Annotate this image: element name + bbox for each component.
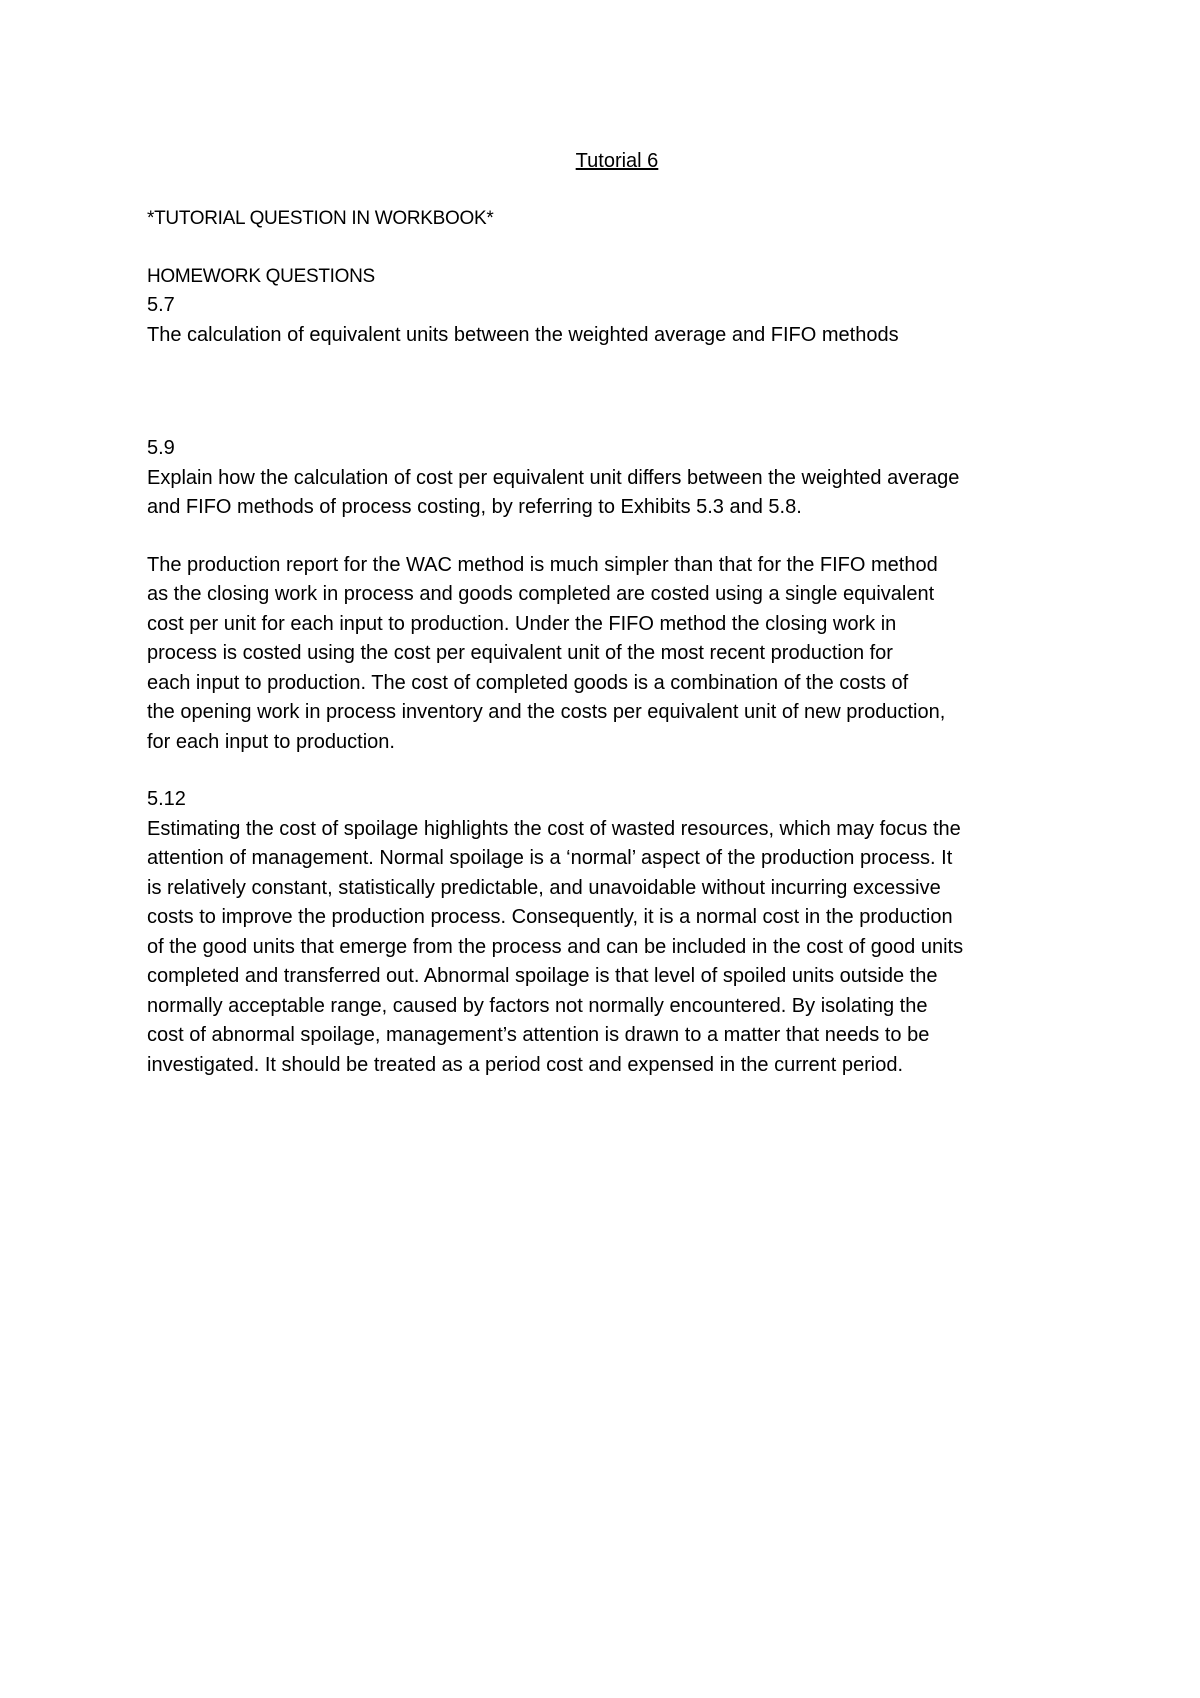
question-5-9-line: and FIFO methods of process costing, by referring to Exhibits 5.3 and 5.8. [147,496,802,518]
spacer [147,350,1067,434]
answer-5-9-line: process is costed using the cost per equivalent unit of the most recent production for [147,642,893,664]
answer-5-9-line: for each input to production. [147,730,395,753]
document-page [147,148,1067,1080]
question-number-5-9: 5.9 [147,437,175,459]
spacer [147,757,1067,785]
homework-heading: HOMEWORK QUESTIONS [147,265,375,287]
answer-5-12-line: Estimating the cost of spoilage highlights the cost of wasted resources, which may focus the [147,817,961,840]
question-5-7-text: The calculation of equivalent units between the weighted average and FIFO methods [147,323,899,346]
answer-5-12-line: normally acceptable range, caused by factors not normally encountered. By isolating the [147,994,928,1017]
answer-5-9-line: the opening work in process inventory and the costs per equivalent unit of new production, [147,701,946,723]
answer-5-12-line: completed and transferred out. Abnormal spoilage is that level of spoiled units outside the [147,965,938,987]
spacer [147,234,1067,262]
question-number-5-7: 5.7 [147,294,175,316]
question-5-9-line: Explain how the calculation of cost per equivalent unit differs between the weighted average [147,466,960,489]
document-title: Tutorial 6 [575,150,659,172]
answer-5-12-line: attention of management. Normal spoilage is a ‘normal’ aspect of the production process. It [147,847,953,869]
question-number-5-12: 5.12 [147,788,186,810]
answer-5-12-line: is relatively constant, statistically predictable, and unavoidable without incurring excessive [147,876,941,899]
answer-5-12-line: costs to improve the production process. Consequently, it is a normal cost in the production [147,906,953,928]
tutorial-note: *TUTORIAL QUESTION IN WORKBOOK* [147,208,494,229]
answer-5-9-line: each input to production. The cost of completed goods is a combination of the costs of [147,671,909,694]
answer-5-12-line: investigated. It should be treated as a period cost and expensed in the current period. [147,1053,904,1076]
answer-5-9-line: The production report for the WAC method is much simpler than that for the FIFO method [147,553,938,576]
answer-5-9-line: as the closing work in process and goods completed are costed using a single equivalent [147,583,935,605]
spacer [147,523,1067,551]
answer-5-12-line: cost of abnormal spoilage, management’s attention is drawn to a matter that needs to be [147,1024,930,1046]
answer-5-9-line: cost per unit for each input to production. Under the FIFO method the closing work in [147,612,897,635]
answer-5-12-line: of the good units that emerge from the process and can be included in the cost of good units [147,935,964,958]
